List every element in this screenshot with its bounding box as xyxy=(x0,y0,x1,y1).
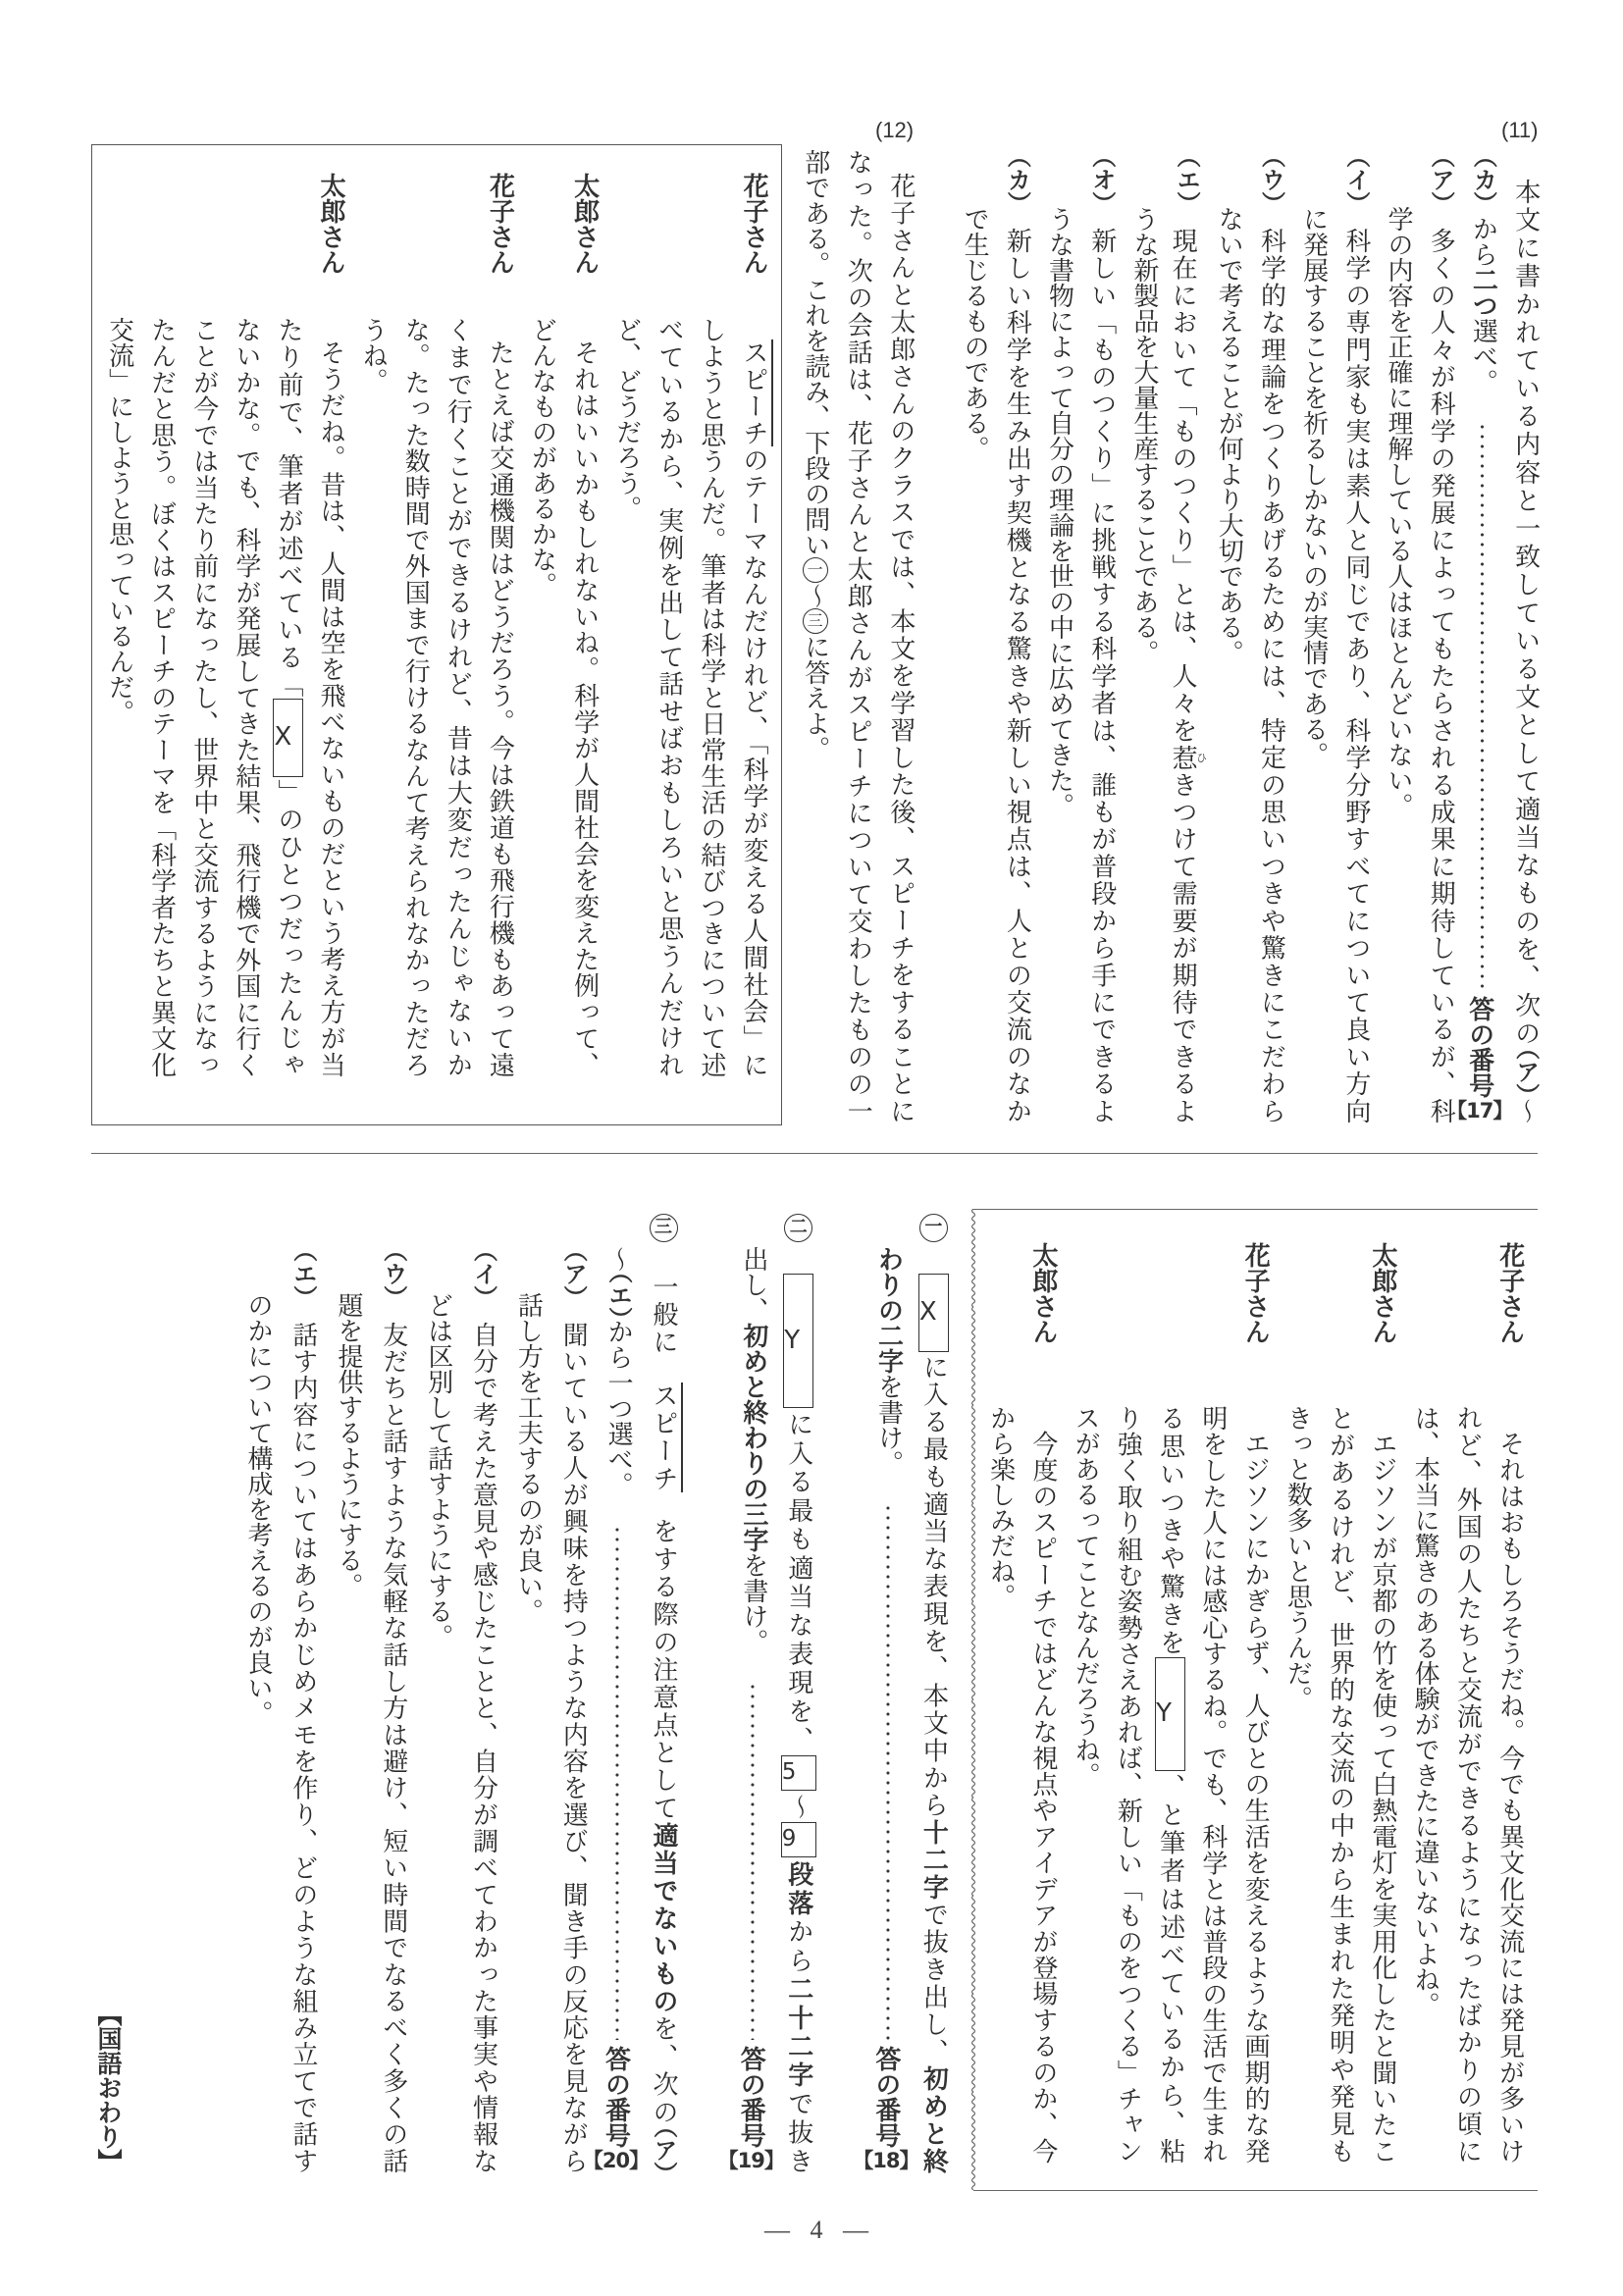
question-text-part: を書け。 xyxy=(873,1374,904,1476)
prompt-emphasis: 二つ xyxy=(1468,267,1498,318)
option-text: 話し方を工夫するのが良い。 xyxy=(513,1292,544,1624)
conversation-turn-taro xyxy=(309,173,351,1077)
tilde: ～ xyxy=(603,1246,634,1272)
column-spacer xyxy=(685,1214,730,2173)
question-text-part: で抜き xyxy=(783,2090,813,2174)
sub-question-2 xyxy=(775,1214,820,2173)
answer-slot xyxy=(1446,996,1513,1123)
option-text: に発展することを祈るしかないのが実情である。 xyxy=(1298,206,1329,767)
speech-text: る思いつきや驚きを xyxy=(1155,1405,1185,1658)
option-label: （エ） xyxy=(288,1250,317,1297)
q11-option-o xyxy=(1080,152,1123,1123)
sidelined-word: スピーチ xyxy=(739,339,773,446)
option-text: 科学的な理論をつくりあげるためには、特定の思いつきや驚きにこだわら xyxy=(1256,228,1286,1123)
question-number-12: (12) xyxy=(875,118,915,142)
speech-line-col xyxy=(520,173,562,1077)
speech-line: スがあるってことなんだろうね。 xyxy=(1071,1405,1101,1788)
q11-option-e xyxy=(1165,152,1207,1123)
speech-line: それはいいかもしれないね。科学が人間社会を変えた例って、 xyxy=(569,339,600,1077)
speech-line: れど、外国の人たちと交流ができるようになったばかりの頃に xyxy=(1452,1405,1483,2164)
speech-line: 交流」にしようと思っているんだ。 xyxy=(104,317,134,725)
question-text-part: から一つ選べ。 xyxy=(603,1319,634,1497)
speech-line: から楽しみだね。 xyxy=(985,1405,1016,1609)
q11-option-a-cont xyxy=(1377,152,1419,1123)
question-text-part: に入る最も適当な表現を、 xyxy=(783,1408,813,1755)
question-text-part: 出し、 xyxy=(738,1246,768,1323)
sub-question-3-option-a xyxy=(550,1214,595,2173)
section-divider xyxy=(91,1153,1538,1154)
sub-question-3-option-e xyxy=(280,1214,325,2173)
speech-line xyxy=(732,339,774,1077)
sub-question-3-option-i xyxy=(460,1214,505,2173)
q11-option-i-cont xyxy=(1291,152,1334,1123)
speech-line: ないかな。でも、科学が発展してきた結果、飛行機で外国に行く xyxy=(231,317,261,1077)
q11-option-o-cont xyxy=(1037,152,1079,1123)
option-label: （ア） xyxy=(559,1250,588,1297)
speech-line: 明をした人には感心するね。でも、科学とは普段の生活で生まれ xyxy=(1197,1405,1228,2164)
q11-option-e-cont xyxy=(1123,152,1165,1123)
prompt-text: から xyxy=(1468,216,1498,267)
speech-text: 」のひとつだったんじゃ xyxy=(273,777,303,1078)
option-text: ないで考えることが何より大切である。 xyxy=(1214,206,1244,665)
conversation-turn-hanako xyxy=(478,173,520,1077)
speech-line-col xyxy=(225,173,267,1077)
answer-label: 答の番号 xyxy=(601,2046,631,2148)
speaker-name: 花子さん xyxy=(738,173,768,275)
option-label: （イ） xyxy=(469,1250,497,1297)
option-text: 新しい「ものつくり」に挑戦する科学者は、誰もが普段から手にできるよ xyxy=(1086,228,1117,1123)
q11-prompt-text-2 xyxy=(1461,216,1503,394)
answer-slot xyxy=(582,2046,650,2173)
speech-line: 今度のスピーチではどんな視点やアイデアが登場するのか、今 xyxy=(1027,1431,1058,2164)
tilde: ～ xyxy=(800,583,830,608)
speech-line: それはおもしろそうだね。今でも異文化交流には発見が多いけ xyxy=(1494,1431,1525,2164)
speech-line-col xyxy=(1064,1242,1106,2164)
answer-label: 答の番号 xyxy=(736,2046,766,2148)
question-emphasis: 初めと終 xyxy=(918,2065,949,2174)
speech-line: ことが今では当たり前になったし、世界中と交流するようになっ xyxy=(188,317,219,1077)
conversation-turn-taro xyxy=(563,173,605,1077)
speech-line-col xyxy=(1445,1242,1488,2164)
speaker-name: 花子さん xyxy=(1494,1242,1525,1344)
answer-label: 答の番号 xyxy=(1464,996,1494,1098)
tilde: ～ xyxy=(783,1791,813,1823)
q11-prompt-line2 xyxy=(1446,152,1513,1123)
option-text: 聞いている人が興味を持つような内容を選び、聞き手の反応を見ながら xyxy=(558,1322,589,2173)
dotted-leader xyxy=(865,1503,911,2040)
q11-option-u-cont xyxy=(1207,152,1249,1123)
ruby-reading: ひ xyxy=(1194,744,1208,770)
intro-text-part: に答えよ。 xyxy=(800,634,830,761)
prompt-text: 選べ。 xyxy=(1468,318,1498,394)
speech-line-col xyxy=(605,173,648,1077)
speech-line-col xyxy=(267,173,309,1077)
speech-line-col xyxy=(1106,1242,1148,2164)
question-text xyxy=(640,1274,685,2173)
conversation-box-lower-top-border xyxy=(973,1209,1538,1210)
speech-line-col xyxy=(351,173,393,1077)
sub-question-1 xyxy=(911,1214,956,2173)
option-text-part: 現在において「ものつくり」とは、人々を xyxy=(1168,228,1198,745)
circled-numeral-one: 一 xyxy=(803,557,828,583)
column-spacer xyxy=(820,1214,865,2173)
q11-option-u xyxy=(1249,152,1291,1123)
speech-line-col xyxy=(1318,1242,1360,2164)
question-text-part: から xyxy=(783,1918,813,1976)
speech-line: くまで行くことができるけれど、昔は大変だったんじゃないか xyxy=(443,317,473,1077)
sub-question-3 xyxy=(640,1214,685,2173)
q11-option-ka xyxy=(995,152,1037,1123)
answer-number: 【20】 xyxy=(582,2149,650,2172)
speech-line-col xyxy=(1403,1242,1445,2164)
speech-text: たり前で、筆者が述べている「 xyxy=(273,317,303,700)
question-emphasis: 段落 xyxy=(783,1857,813,1919)
speaker-name: 花子さん xyxy=(1240,1242,1271,1344)
end-of-section-mark: 【国語おわり】 xyxy=(94,2002,123,2173)
ruby-base: 惹 xyxy=(1168,744,1198,772)
q11-option-a xyxy=(1419,152,1461,1123)
q11-prompt-line1 xyxy=(1503,152,1545,1123)
speech-line-col xyxy=(393,173,436,1077)
sub-questions xyxy=(235,1214,955,2173)
tilde: ～ xyxy=(1510,1095,1541,1123)
option-label: （イ） xyxy=(1341,156,1370,203)
wavy-cut-border xyxy=(969,1209,978,2190)
conversation-box-lower-bottom-border xyxy=(973,2190,1538,2191)
speech-line: エジソンにかぎらず、人びとの生活を変えるような画期的な発 xyxy=(1240,1431,1271,2164)
intro-text xyxy=(793,149,836,761)
blank-box-x: X xyxy=(918,1274,949,1352)
blank-box-x: X xyxy=(273,699,303,777)
question-emphasis: わりの二字 xyxy=(873,1246,904,1374)
option-text-part: きつけて需要が期待できるよ xyxy=(1168,771,1198,1123)
speech-line-col xyxy=(690,173,732,1077)
answer-label: 答の番号 xyxy=(870,2046,901,2148)
option-text: 学の内容を正確に理解している人はほとんどいない。 xyxy=(1384,206,1414,818)
speech-line: ど、どうだろう。 xyxy=(611,317,642,521)
sub-question-number xyxy=(640,1214,685,1274)
range-start-label: （ア） xyxy=(650,2126,678,2174)
circled-numeral-three: 三 xyxy=(803,608,828,634)
intro-text-part: 部である。これを読み、下段の問い xyxy=(800,149,830,557)
speech-line xyxy=(267,317,309,1077)
sub-question-3-option-e-cont xyxy=(235,1214,280,2173)
circled-numeral-icon: 二 xyxy=(784,1214,812,1242)
option-label: （ア） xyxy=(1427,156,1455,203)
option-text: 題を提供するようにする。 xyxy=(333,1292,363,1598)
sub-question-2-cont xyxy=(717,1214,784,2173)
question-text-part: を書け。 xyxy=(738,1552,768,1654)
question-emphasis: 初めと終わりの三字 xyxy=(738,1323,768,1552)
question-text-part: で抜き出し、 xyxy=(918,1901,949,2066)
speech-line-col xyxy=(436,173,478,1077)
question-text xyxy=(730,1246,775,1654)
conversation-turn-hanako xyxy=(732,173,774,1077)
intro-text: なった。次の会話は、花子さんと太郎さんがスピーチについて交わしたものの一 xyxy=(843,149,873,1123)
range-start-label: （ア） xyxy=(1511,1048,1540,1096)
sub-question-3-option-u-cont xyxy=(325,1214,370,2173)
blank-box-y: Y xyxy=(1155,1657,1185,1771)
speech-line-col xyxy=(1276,1242,1318,2164)
q12-intro-line3 xyxy=(793,149,836,1123)
circled-numeral-icon: 一 xyxy=(919,1214,948,1242)
paragraph-number-box: 5 xyxy=(781,1755,816,1791)
speaker-name: 太郎さん xyxy=(1027,1242,1058,1344)
option-text xyxy=(1165,228,1207,1123)
option-text: 新しい科学を生み出す契機となる驚きや新しい視点は、人との交流のなか xyxy=(1002,228,1032,1123)
question-text xyxy=(865,1246,911,1476)
option-label: （ウ） xyxy=(379,1250,407,1297)
speech-line: うね。 xyxy=(358,317,389,393)
sub-question-3-option-u xyxy=(370,1214,415,2173)
sub-question-number xyxy=(775,1214,820,1274)
speech-line xyxy=(1148,1405,1190,2164)
option-text: 話す内容についてはあらかじめメモを作り、どのような組み立てで話す xyxy=(288,1322,318,2173)
option-label: （オ） xyxy=(1087,156,1116,203)
range-end-label: （カ） xyxy=(1469,156,1497,203)
conversation-turn-hanako xyxy=(1233,1242,1276,2164)
q11-option-i xyxy=(1335,152,1377,1123)
speech-line-col xyxy=(978,1242,1021,2164)
speech-line: り強く取り組む姿勢さえあれば、新しい「ものをつくる」チャン xyxy=(1113,1405,1143,2164)
dotted-leader xyxy=(730,1682,775,2040)
answer-number: 【19】 xyxy=(717,2149,784,2172)
question-text-part: に入る最も適当な表現を、本文中から xyxy=(918,1352,949,1820)
conversation-turn-taro xyxy=(1021,1242,1064,2164)
option-text: 友だちと話すような気軽な話し方は避け、短い時間でなるべく多くの話 xyxy=(378,1322,408,2173)
q11-prompt-text xyxy=(1503,179,1545,1123)
paragraph-number-box: 9 xyxy=(781,1822,816,1857)
page-number: — 4 — xyxy=(764,2216,868,2244)
dotted-leader xyxy=(1461,422,1503,990)
sub-question-1-cont xyxy=(853,1214,919,2173)
answer-number: 【17】 xyxy=(1446,1099,1513,1122)
prompt-text: 本文に書かれている内容と一致している文として適当なものを、次の xyxy=(1510,179,1541,1049)
q12-intro-line2 xyxy=(836,149,879,1123)
question-text-part: 一般に xyxy=(649,1274,679,1357)
sub-question-3-option-i-cont xyxy=(415,1214,460,2173)
option-text: 多くの人々が科学の発展によってもたらされる成果に期待しているが、科 xyxy=(1426,228,1456,1123)
q11-option-ka-cont xyxy=(953,152,995,1123)
option-text: 自分で考えた意見や感じたことと、自分が調べてわかった事実や情報な xyxy=(468,1322,498,2173)
option-text: のかについて構成を考えるのが良い。 xyxy=(243,1292,274,1726)
speech-text: のテーマなんだけれど、「科学が変える人間社会」に xyxy=(738,446,768,1078)
option-label: （エ） xyxy=(1173,156,1201,203)
sub-question-3-option-a-cont xyxy=(504,1214,550,2173)
sub-question-number xyxy=(911,1214,956,1274)
option-text: どは区別して話すようにする。 xyxy=(423,1292,453,1649)
speech-line: そうだね。昔は、人間は空を飛べないものだという考え方が当 xyxy=(316,339,346,1078)
option-text: うな書物によって自分の理論を世の中に広めてきた。 xyxy=(1044,206,1074,818)
question-emphasis: 十二字 xyxy=(918,1819,949,1902)
question-text xyxy=(911,1274,956,2173)
option-label: （カ） xyxy=(1003,156,1031,203)
speech-line: たとえば交通機関はどうだろう。今は鉄道も飛行機もあって遠 xyxy=(485,339,515,1077)
question-text-part: を、次の xyxy=(649,2015,679,2127)
question-emphasis: 適当でないもの xyxy=(649,1822,679,2016)
range-end-label: （エ） xyxy=(604,1272,633,1319)
blank-box-y: Y xyxy=(783,1274,813,1408)
question-text xyxy=(595,1246,640,1497)
question-emphasis: 二十二字 xyxy=(783,1975,813,2091)
speaker-name: 太郎さん xyxy=(316,173,346,275)
answer-number: 【18】 xyxy=(853,2149,919,2172)
conversation-upper xyxy=(97,173,774,1077)
speech-line: きっと数多いと思うんだ。 xyxy=(1283,1405,1313,1711)
option-label: （ウ） xyxy=(1257,156,1285,203)
option-text: で生じるものである。 xyxy=(960,206,990,461)
option-text: うな新製品を大量生産することである。 xyxy=(1128,206,1159,665)
speech-line: とがあるけれど、世界的な交流の中から生まれた発明や発見も xyxy=(1325,1405,1355,2165)
question-number-11: (11) xyxy=(1501,118,1539,142)
conversation-turn-taro xyxy=(1361,1242,1403,2164)
speech-line-col xyxy=(140,173,183,1077)
ruby-annotation xyxy=(1168,744,1208,772)
speech-line-col xyxy=(648,173,690,1077)
speech-line-col xyxy=(1148,1242,1190,2164)
conversation-lower xyxy=(978,1242,1530,2164)
conversation-turn-hanako xyxy=(1488,1242,1530,2164)
option-text: 科学の専門家も実は素人と同じであり、科学分野すべてについて良い方向 xyxy=(1340,228,1371,1123)
speech-line: な。たった数時間で外国まで行けるなんて考えられなかっただろ xyxy=(400,317,431,1077)
question-text-part: をする際の注意点として xyxy=(649,1518,679,1823)
q12-intro-line1 xyxy=(878,149,921,1123)
speaker-name: 太郎さん xyxy=(569,173,600,275)
speech-line: たんだと思う。ぼくはスピーチのテーマを「科学者たちと異文化 xyxy=(146,317,177,1077)
speech-line-col xyxy=(1191,1242,1233,2164)
speech-text: 、と筆者は述べているから、粘 xyxy=(1155,1771,1185,2165)
intro-text: 花子さんと太郎さんのクラスでは、本文を学習した後、スピーチをすることに xyxy=(885,173,916,1123)
speaker-name: 太郎さん xyxy=(1367,1242,1397,1344)
answer-slot xyxy=(717,2046,784,2173)
answer-slot xyxy=(853,2046,919,2173)
speech-line: しようと思うんだ。筆者は科学と日常生活の結びつきについて述 xyxy=(696,317,726,1077)
question-12-intro xyxy=(793,149,921,1123)
question-11 xyxy=(953,152,1546,1123)
speech-line: エジソンが京都の竹を使って白熱電灯を実用化したと聞いたこ xyxy=(1367,1431,1397,2165)
speech-line: は、本当に驚きのある体験ができたに違いないよね。 xyxy=(1410,1405,1440,2017)
question-text xyxy=(775,1274,820,2173)
speech-line: べているから、実例を出して話せばおもしろいと思うんだけれ xyxy=(654,317,684,1077)
speech-line-col xyxy=(97,173,139,1077)
sidelined-word: スピーチ xyxy=(649,1383,683,1493)
speech-line-col xyxy=(183,173,225,1077)
speaker-name: 花子さん xyxy=(485,173,515,275)
dotted-leader xyxy=(595,1525,640,2040)
circled-numeral-icon: 三 xyxy=(650,1214,678,1242)
speech-line: どんなものがあるかな。 xyxy=(527,317,557,598)
sub-question-3-cont xyxy=(582,1214,650,2173)
